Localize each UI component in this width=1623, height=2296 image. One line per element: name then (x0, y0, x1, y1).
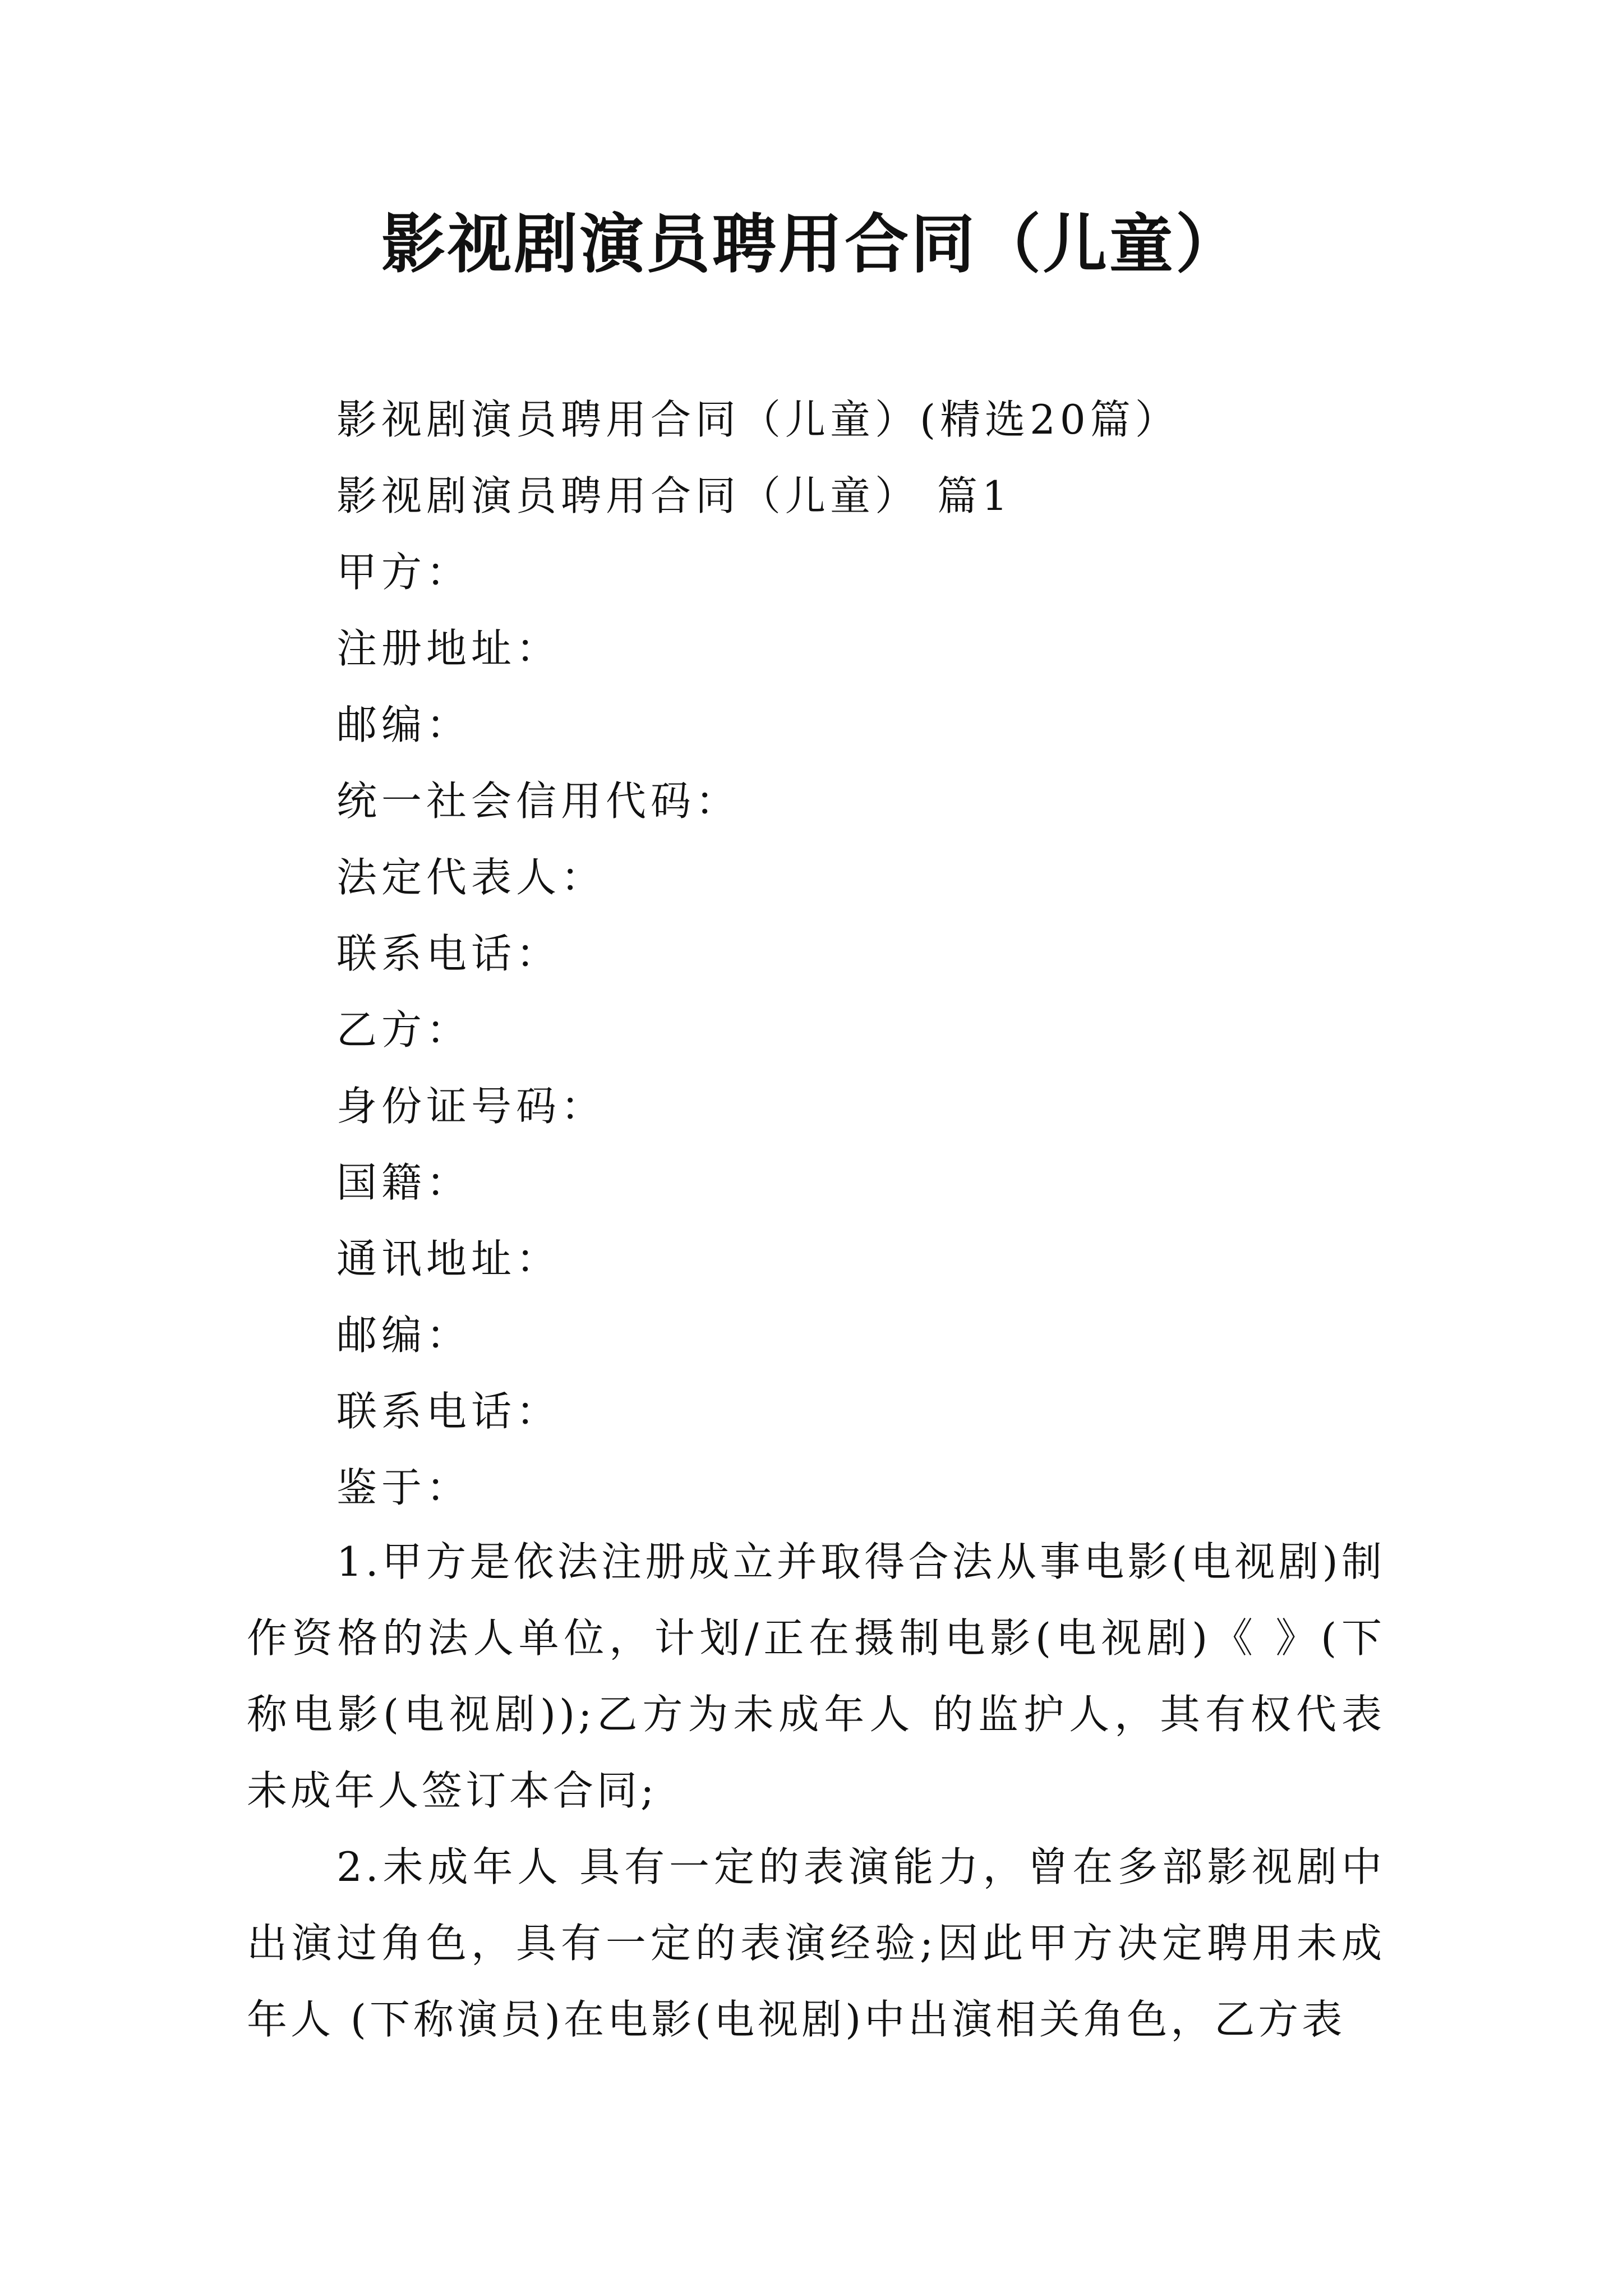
legal-representative-label: 法定代表人： (336, 854, 606, 901)
clause-2: 2.未成年人 具有一定的表演能力，曾在多部影视剧中出演过角色，具有一定的表演经验;因此甲方决定聘用未成年人 (下称演员)在电影(电视剧)中出演相关角色，乙方表 (247, 1843, 1385, 2043)
phone-label-b: 联系电话： (336, 1388, 561, 1435)
mailing-address-label: 通讯地址： (336, 1235, 561, 1282)
nationality-label: 国籍： (336, 1159, 472, 1206)
clause-1: 1.甲方是依法注册成立并取得合法从事电影(电视剧)制作资格的法人单位，计划/正在摄制电影(电视剧)《 》(下称电影(电视剧));乙方为未成年人 的监护人，其有权代表未成年人签订本合同; (247, 1538, 1385, 1814)
document-title: 影视剧演员聘用合同（儿童） (381, 206, 1242, 282)
party-a-label: 甲方： (336, 549, 472, 596)
header-lines (336, 381, 1402, 1526)
phone-label: 联系电话： (336, 930, 561, 977)
whereas-label: 鉴于： (336, 1464, 472, 1511)
registered-address-label: 注册地址： (336, 625, 561, 672)
party-b-label: 乙方： (336, 1006, 472, 1053)
postcode-label: 邮编： (336, 701, 472, 748)
section-heading: 影视剧演员聘用合同（儿童） 篇1 (336, 472, 1012, 519)
credit-code-label: 统一社会信用代码： (336, 777, 741, 825)
id-number-label: 身份证号码： (336, 1083, 606, 1130)
contract-body (247, 1524, 1385, 2058)
postcode-label-b: 邮编： (336, 1312, 472, 1359)
subtitle-line: 影视剧演员聘用合同（儿童）(精选20篇） (336, 396, 1180, 443)
